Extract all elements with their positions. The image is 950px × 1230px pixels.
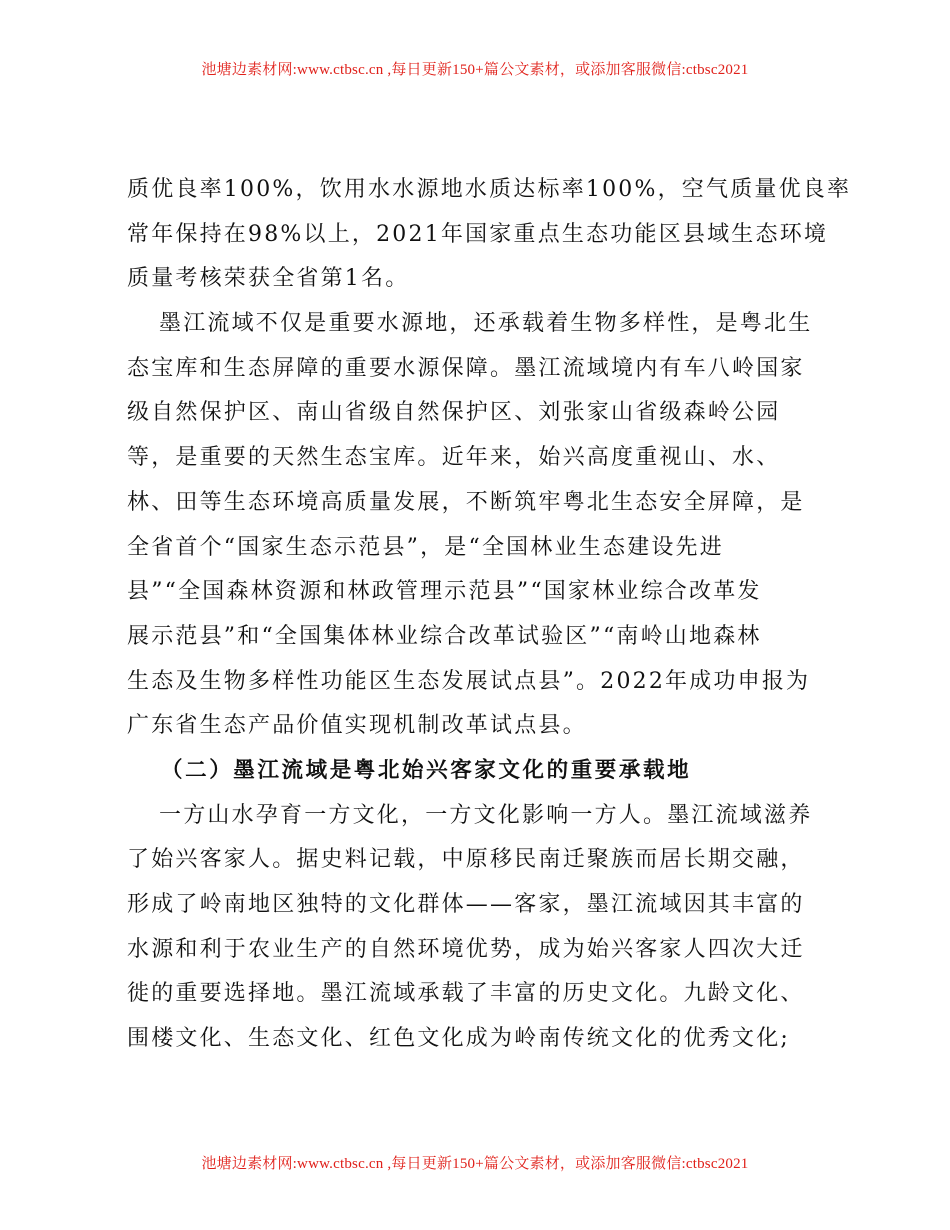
text-line: 了始兴客家人。据史料记载，中原移民南迁聚族而居长期交融， xyxy=(127,847,805,873)
text-line: 广东省生态产品价值实现机制改革试点县。 xyxy=(127,713,587,739)
text-line: 质量考核荣获全省第1名。 xyxy=(127,266,410,292)
text-line: 展示范县”和“全国集体林业综合改革试验区”“南岭山地森林 xyxy=(127,623,762,649)
text-line: 徙的重要选择地。墨江流域承载了丰富的历史文化。九龄文化、 xyxy=(127,981,805,1007)
footer-watermark: 池塘边素材网:www.ctbsc.cn ,每日更新150+篇公文素材，或添加客服微信:ctbsc2021 xyxy=(201,1156,749,1172)
text-line: 水源和利于农业生产的自然环境优势，成为始兴客家人四次大迁 xyxy=(127,936,805,962)
header-watermark: 池塘边素材网:www.ctbsc.cn ,每日更新150+篇公文素材，或添加客服微信:ctbsc2021 xyxy=(201,62,749,78)
text-line: 围楼文化、生态文化、红色文化成为岭南传统文化的优秀文化; xyxy=(127,1026,791,1052)
text-line: 林、田等生态环境高质量发展，不断筑牢粤北生态安全屏障，是 xyxy=(127,489,805,515)
text-line: 生态及生物多样性功能区生态发展试点县”。2022年成功申报为 xyxy=(127,668,811,694)
text-line: 级自然保护区、南山省级自然保护区、刘张家山省级森岭公园 xyxy=(127,400,781,426)
text-line: 态宝库和生态屏障的重要水源保障。墨江流域境内有车八岭国家 xyxy=(127,355,805,381)
text-line: 等，是重要的天然生态宝库。近年来，始兴高度重视山、水、 xyxy=(127,445,781,471)
text-line: 一方山水孕育一方文化，一方文化影响一方人。墨江流域滋养 xyxy=(159,802,813,828)
text-line: 质优良率100%，饮用水水源地水质达标率100%，空气质量优良率 xyxy=(127,177,852,202)
text-line: 墨江流域不仅是重要水源地，还承载着生物多样性，是粤北生 xyxy=(159,311,813,337)
paragraph-1 xyxy=(127,168,852,302)
paragraph-3 xyxy=(127,794,827,1062)
text-line: 县”“全国森林资源和林政管理示范县”“国家林业综合改革发 xyxy=(127,579,762,605)
document-body xyxy=(127,168,852,1062)
paragraph-2 xyxy=(127,302,827,749)
section-heading: （二）墨江流域是粤北始兴客家文化的重要承载地 xyxy=(161,757,692,783)
text-line: 全省首个“国家生态示范县”，是“全国林业生态建设先进 xyxy=(127,534,724,560)
text-line: 形成了岭南地区独特的文化群体——客家，墨江流域因其丰富的 xyxy=(127,892,805,917)
text-line: 常年保持在98%以上，2021年国家重点生态功能区县域生态环境 xyxy=(127,221,829,247)
